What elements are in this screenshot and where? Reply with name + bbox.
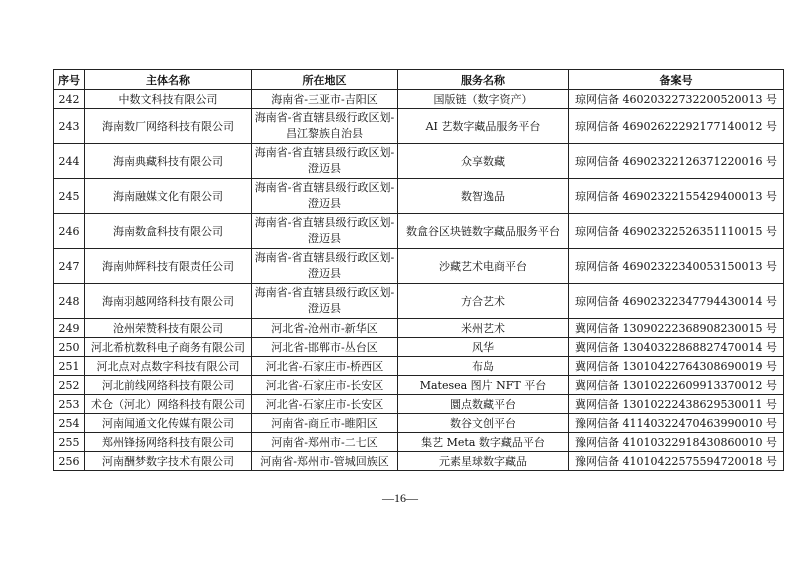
cell-entity-name: 海南数盒科技有限公司 xyxy=(85,214,252,249)
cell-service-name: 数智逸品 xyxy=(398,179,569,214)
table-row xyxy=(54,214,784,249)
cell-service-name: 圜点数藏平台 xyxy=(398,395,569,414)
cell-entity-name: 河北希杭数科电子商务有限公司 xyxy=(85,338,252,357)
cell-service-name: 沙藏艺术电商平台 xyxy=(398,249,569,284)
cell-entity-name: 术仓（河北）网络科技有限公司 xyxy=(85,395,252,414)
cell-record-number: 琼网信备 46020322732200520013 号 xyxy=(569,90,784,109)
cell-region: 海南省-省直辖县级行政区划-澄迈县 xyxy=(252,179,398,214)
cell-record-number: 琼网信备 46902322126371220016 号 xyxy=(569,144,784,179)
record-table xyxy=(53,69,784,471)
cell-record-number: 豫网信备 41010322918430860010 号 xyxy=(569,433,784,452)
table-row xyxy=(54,357,784,376)
table-row xyxy=(54,452,784,471)
cell-region: 河北省-石家庄市-桥西区 xyxy=(252,357,398,376)
cell-entity-name: 河北前线网络科技有限公司 xyxy=(85,376,252,395)
cell-region: 海南省-省直辖县级行政区划-澄迈县 xyxy=(252,284,398,319)
cell-service-name: AI 艺数字藏品服务平台 xyxy=(398,109,569,144)
cell-record-number: 冀网信备 13010222609913370012 号 xyxy=(569,376,784,395)
cell-region: 海南省-省直辖县级行政区划-澄迈县 xyxy=(252,214,398,249)
cell-region: 河北省-石家庄市-长安区 xyxy=(252,395,398,414)
header-region: 所在地区 xyxy=(252,70,398,90)
cell-region: 河北省-邯郸市-丛台区 xyxy=(252,338,398,357)
cell-index: 244 xyxy=(54,144,85,179)
table-row xyxy=(54,109,784,144)
cell-index: 247 xyxy=(54,249,85,284)
header-service-name: 服务名称 xyxy=(398,70,569,90)
cell-record-number: 琼网信备 46902322347794430014 号 xyxy=(569,284,784,319)
cell-index: 255 xyxy=(54,433,85,452)
cell-index: 248 xyxy=(54,284,85,319)
header-record-number: 备案号 xyxy=(569,70,784,90)
cell-entity-name: 郑州锋扬网络科技有限公司 xyxy=(85,433,252,452)
cell-index: 250 xyxy=(54,338,85,357)
cell-index: 246 xyxy=(54,214,85,249)
cell-index: 253 xyxy=(54,395,85,414)
cell-record-number: 琼网信备 46902622292177140012 号 xyxy=(569,109,784,144)
table-row xyxy=(54,90,784,109)
header-row xyxy=(54,70,784,90)
cell-region: 海南省-省直辖县级行政区划-澄迈县 xyxy=(252,249,398,284)
cell-record-number: 琼网信备 46902322526351110015 号 xyxy=(569,214,784,249)
cell-record-number: 冀网信备 13090222368908230015 号 xyxy=(569,319,784,338)
cell-region: 海南省-三亚市-吉阳区 xyxy=(252,90,398,109)
table-row xyxy=(54,319,784,338)
cell-entity-name: 沧州荣赞科技有限公司 xyxy=(85,319,252,338)
cell-service-name: 米州艺术 xyxy=(398,319,569,338)
cell-entity-name: 海南融媒文化有限公司 xyxy=(85,179,252,214)
cell-service-name: 元素星球数字藏品 xyxy=(398,452,569,471)
cell-record-number: 冀网信备 13010222438629530011 号 xyxy=(569,395,784,414)
cell-entity-name: 河南酬梦数字技术有限公司 xyxy=(85,452,252,471)
cell-entity-name: 海南羽越网络科技有限公司 xyxy=(85,284,252,319)
table-body xyxy=(54,90,784,471)
cell-entity-name: 海南帅辉科技有限责任公司 xyxy=(85,249,252,284)
table-row xyxy=(54,284,784,319)
cell-service-name: 布岛 xyxy=(398,357,569,376)
table-row xyxy=(54,249,784,284)
cell-region: 河南省-郑州市-二七区 xyxy=(252,433,398,452)
cell-service-name: 数盒谷区块链数字藏品服务平台 xyxy=(398,214,569,249)
cell-region: 河北省-沧州市-新华区 xyxy=(252,319,398,338)
cell-index: 242 xyxy=(54,90,85,109)
cell-region: 河南省-商丘市-睢阳区 xyxy=(252,414,398,433)
cell-region: 河南省-郑州市-管城回族区 xyxy=(252,452,398,471)
table-row xyxy=(54,414,784,433)
cell-service-name: 数谷文创平台 xyxy=(398,414,569,433)
cell-service-name: 国版链（数字资产） xyxy=(398,90,569,109)
cell-index: 254 xyxy=(54,414,85,433)
cell-service-name: 集艺 Meta 数字藏品平台 xyxy=(398,433,569,452)
cell-service-name: 风华 xyxy=(398,338,569,357)
cell-region: 海南省-省直辖县级行政区划-昌江黎族自治县 xyxy=(252,109,398,144)
cell-index: 249 xyxy=(54,319,85,338)
cell-service-name: 众享数藏 xyxy=(398,144,569,179)
table-header xyxy=(54,70,784,90)
cell-entity-name: 海南典藏科技有限公司 xyxy=(85,144,252,179)
table-row xyxy=(54,395,784,414)
cell-index: 256 xyxy=(54,452,85,471)
cell-record-number: 豫网信备 41140322470463990010 号 xyxy=(569,414,784,433)
cell-region: 海南省-省直辖县级行政区划-澄迈县 xyxy=(252,144,398,179)
cell-entity-name: 河南闻通文化传媒有限公司 xyxy=(85,414,252,433)
cell-index: 245 xyxy=(54,179,85,214)
page-number: —16— xyxy=(382,491,418,505)
cell-region: 河北省-石家庄市-长安区 xyxy=(252,376,398,395)
cell-record-number: 琼网信备 46902322340053150013 号 xyxy=(569,249,784,284)
cell-index: 252 xyxy=(54,376,85,395)
cell-index: 243 xyxy=(54,109,85,144)
cell-record-number: 豫网信备 41010422575594720018 号 xyxy=(569,452,784,471)
header-index: 序号 xyxy=(54,70,85,90)
cell-service-name: Matesea 图片 NFT 平台 xyxy=(398,376,569,395)
cell-record-number: 冀网信备 13010422764308690019 号 xyxy=(569,357,784,376)
table-row xyxy=(54,376,784,395)
header-entity-name: 主体名称 xyxy=(85,70,252,90)
cell-entity-name: 海南数厂网络科技有限公司 xyxy=(85,109,252,144)
cell-index: 251 xyxy=(54,357,85,376)
cell-record-number: 冀网信备 13040322868827470014 号 xyxy=(569,338,784,357)
cell-service-name: 方合艺术 xyxy=(398,284,569,319)
table-row xyxy=(54,433,784,452)
table-row xyxy=(54,338,784,357)
cell-record-number: 琼网信备 46902322155429400013 号 xyxy=(569,179,784,214)
cell-entity-name: 中数文科技有限公司 xyxy=(85,90,252,109)
cell-entity-name: 河北点对点数字科技有限公司 xyxy=(85,357,252,376)
table-row xyxy=(54,144,784,179)
table-row xyxy=(54,179,784,214)
